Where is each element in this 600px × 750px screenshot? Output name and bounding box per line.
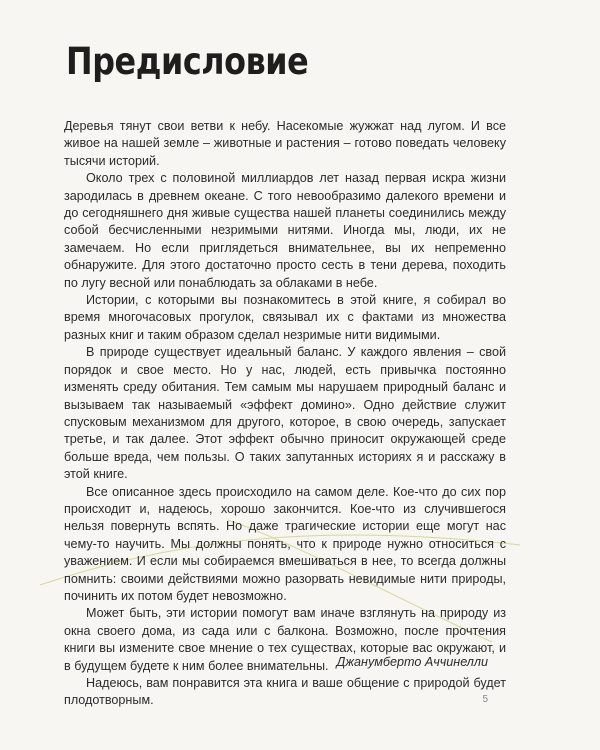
author-signature: Джанумберто Аччинелли (336, 655, 488, 669)
page-number: 5 (482, 694, 488, 705)
body-text (64, 118, 506, 710)
paragraph: Надеюсь, вам понравится эта книга и ваше общение с природой будет плодотворным. (64, 676, 506, 708)
paragraph: Деревья тянут свои ветви к небу. Насекомые жужжат над лугом. И все живое на нашей земле – животные и растения – готово поведать человеку тысячи историй. (64, 119, 506, 168)
paragraph: Около трех с половиной миллиардов лет назад первая искра жизни зародилась в древнем океане. С того невообразимо далекого времени и до сегодняшнего дня живые существа нашей планеты соединились между собой бесчисленными незримыми нитями. Иногда мы, люди, их не замечаем. Но если приглядеться внимательнее, вы их непременно обнаружите. Для этого достаточно просто сесть в тени дерева, походить по лугу весной или понаблюдать за облаками в небе. (64, 171, 506, 290)
paragraph: Все описанное здесь происходило на самом деле. Кое-что до сих пор происходит и, надеюсь, хорошо закончится. Кое-что из случившегося нельзя повернуть вспять. Но даже трагические истории еще могут нас чему-то научить. Мы должны понять, что к природе нужно относиться с уважением. И если мы собираемся вмешиваться в нее, то всегда должны помнить: своими действиями можно разорвать невидимые нити природы, починить их потом будет невозможно. (64, 484, 506, 603)
paragraph: Может быть, эти истории помогут вам иначе взглянуть на природу из окна своего дома, из сада или с балкона. Возможно, после прочтения книги вы измените свое мнение о тех существах, которые вас окружают, и в будущем будете к ним более внимательны. (64, 606, 506, 673)
page-title: Предисловие (66, 40, 309, 83)
paragraph: Истории, с которыми вы познакомитесь в этой книге, я собирал во время многочасовых прогулок, связывал их с фактами из множества разных книг и таким образом сделал незримые нити видимыми. (64, 293, 506, 342)
paragraph: В природе существует идеальный баланс. У каждого явления – свой порядок и свое место. Но у нас, людей, есть привычка постоянно изменять среду обитания. Тем самым мы нарушаем природный баланс и вызываем так называемый «эффект домино». Одно действие служит спусковым механизмом для другого, которое, в свою очередь, запускает третье, и так далее. Этот эффект обычно приносит окружающей среде больше вреда, чем пользы. О таких запутанных историях я и расскажу в этой книге. (64, 345, 506, 482)
